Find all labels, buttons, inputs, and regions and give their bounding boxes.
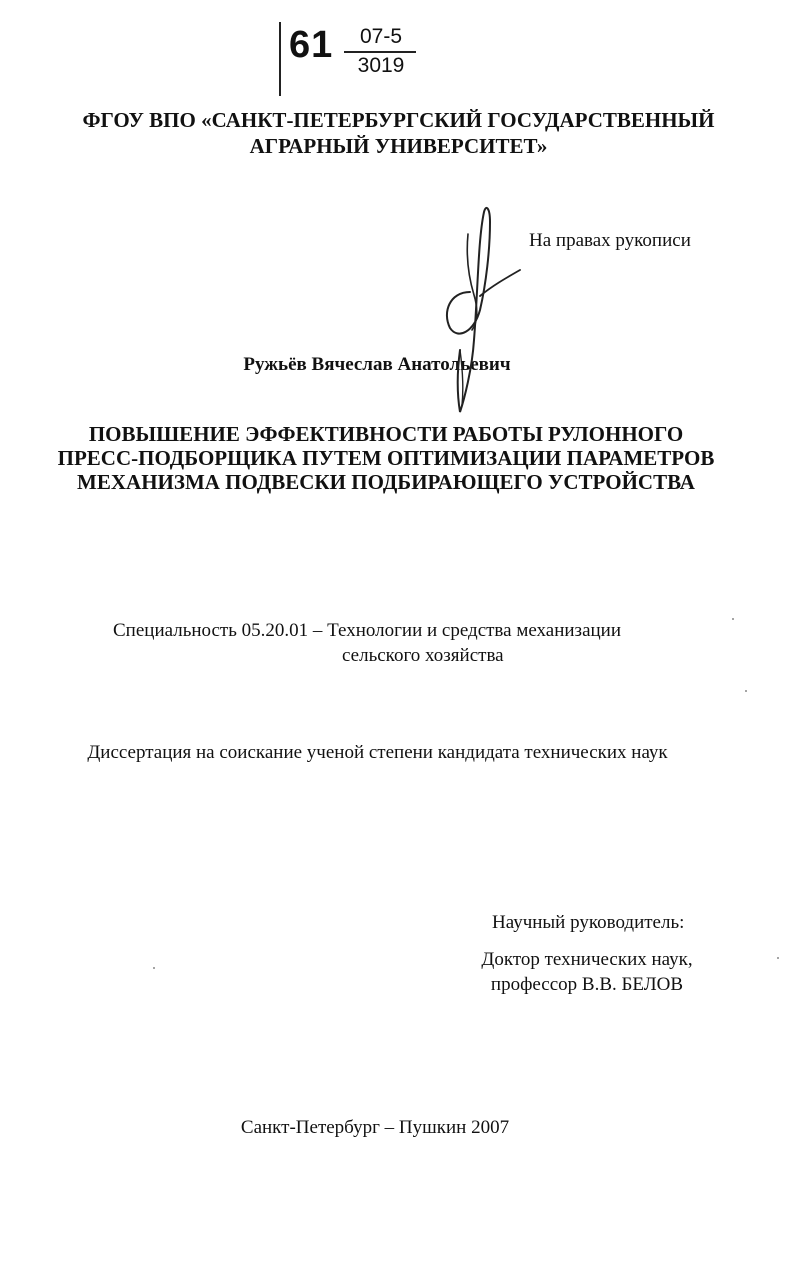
- title-line-2: ПРЕСС-ПОДБОРЩИКА ПУТЕМ ОПТИМИЗАЦИИ ПАРАМЕТРОВ: [57, 446, 715, 470]
- catalog-stamp-number: 61: [289, 24, 334, 66]
- signature-image: [430, 200, 530, 415]
- scan-speck: [745, 690, 747, 692]
- dissertation-title: [0, 422, 772, 494]
- organization-line-2: АГРАРНЫЙ УНИВЕРСИТЕТ»: [249, 134, 548, 158]
- dissertation-type: Диссертация на соискание ученой степени кандидата технических наук: [87, 742, 668, 763]
- author-name: Ружьёв Вячеслав Анатольевич: [243, 354, 511, 375]
- supervisor-name: профессор В.В. БЕЛОВ: [490, 974, 684, 995]
- scan-speck: [153, 967, 155, 969]
- catalog-stamp-fraction-bar: [344, 51, 416, 53]
- city-year-footer: Санкт-Петербург – Пушкин 2007: [240, 1117, 510, 1138]
- scan-speck: [777, 957, 779, 959]
- organization-heading: [0, 107, 797, 159]
- catalog-stamp-bottom: 3019: [357, 54, 405, 77]
- organization-line-1: ФГОУ ВПО «САНКТ-ПЕТЕРБУРГСКИЙ ГОСУДАРСТВЕННЫЙ: [82, 108, 715, 132]
- scan-speck: [732, 618, 734, 620]
- stamp-divider: [279, 22, 281, 96]
- specialty-line-2: сельского хозяйства: [342, 645, 504, 666]
- supervisor-label: Научный руководитель:: [492, 912, 685, 933]
- supervisor-degree: Доктор технических наук,: [481, 949, 693, 970]
- supervisor-details: [474, 947, 700, 997]
- catalog-stamp-top: 07-5: [359, 25, 403, 48]
- specialty-line-1: Специальность 05.20.01 – Технологии и средства механизации: [113, 620, 621, 641]
- title-line-1: ПОВЫШЕНИЕ ЭФФЕКТИВНОСТИ РАБОТЫ РУЛОННОГО: [88, 422, 684, 446]
- title-line-3: МЕХАНИЗМА ПОДВЕСКИ ПОДБИРАЮЩЕГО УСТРОЙСТВА: [77, 470, 695, 494]
- manuscript-rights-label: На правах рукописи: [529, 230, 691, 251]
